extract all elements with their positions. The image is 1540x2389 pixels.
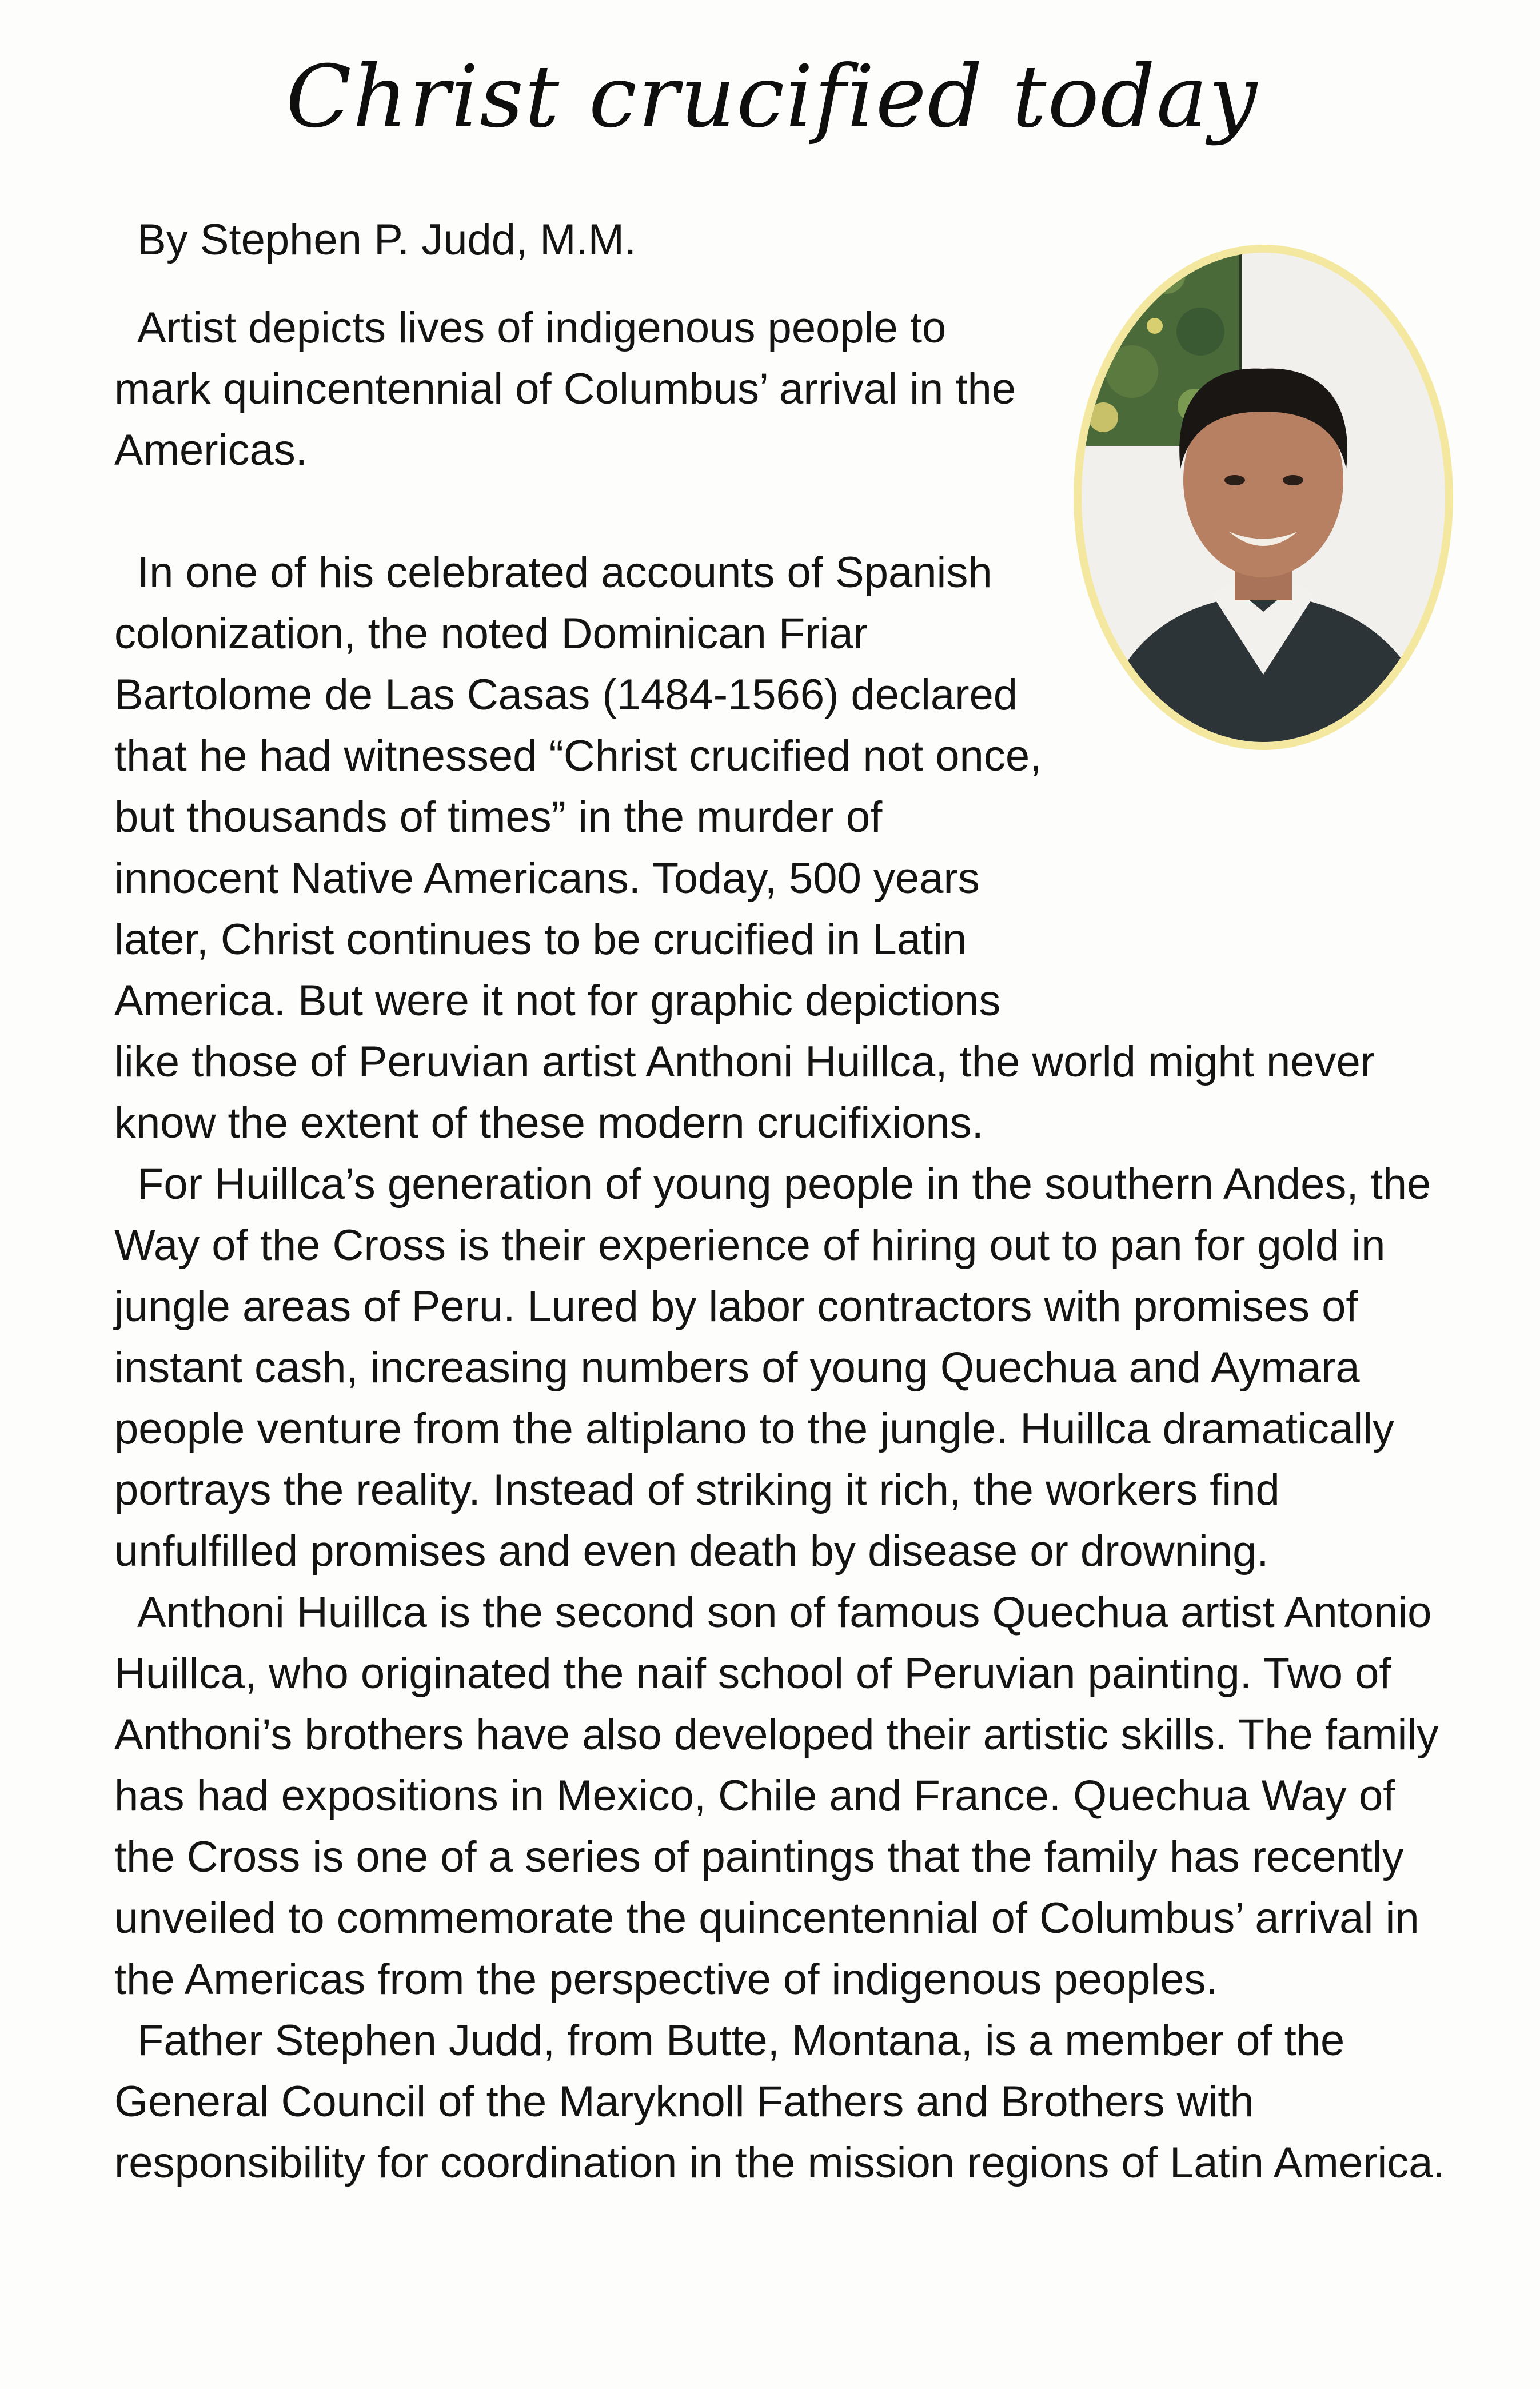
author-note: Father Stephen Judd, from Butte, Montana, is a member of the General Council of the Maryknoll Fathers and Brothers with responsibility for coordination in the mission regions of Latin America. [114,2016,1445,2187]
article-deck: Artist depicts lives of indigenous people to mark quincentennial of Columbus’ arrival in the Americas. [114,304,1016,474]
article-paragraph: In one of his celebrated accounts of Spanish colonization, the noted Dominican Friar Bartolome de Las Casas (1484-1566) declared that he had witnessed “Christ crucified not once, but thousands of times” in the murder of innocent Native Americans. Today, 500 years later, Christ continues to be crucified in Latin America. But were it not for graphic depictions like those of Peruvian artist Anthoni Huillca, the world might never know the extent of these modern crucifixions. [114,548,1375,1147]
byline: By Stephen P. Judd, M.M. [137,216,637,264]
article-paragraph: For Huillca’s generation of young people in the southern Andes, the Way of the Cross is their experience of hiring out to pan for gold in jungle areas of Peru. Lured by labor contractors with promises of instant cash, increasing numbers of young Quechua and Aymara people venture from the altiplano to the jungle. Huillca dramatically portrays the reality. Instead of striking it rich, the workers find unfulfilled promises and even death by disease or drowning. [114,1160,1431,1576]
article-title: Christ crucified today [286,47,1259,147]
article-body [114,297,1452,2193]
portrait-wrap-space [1058,542,1452,1011]
article-paragraph: Anthoni Huillca is the second son of famous Quechua artist Antonio Huillca, who originated the naif school of Peruvian painting. Two of Anthoni’s brothers have also developed their artistic skills. The family has had expositions in Mexico, Chile and France. Quechua Way of the Cross is one of a series of paintings that the family has recently unveiled to commemorate the quincentennial of Columbus’ arrival in the Americas from the perspective of indigenous peoples. [114,1588,1439,2004]
